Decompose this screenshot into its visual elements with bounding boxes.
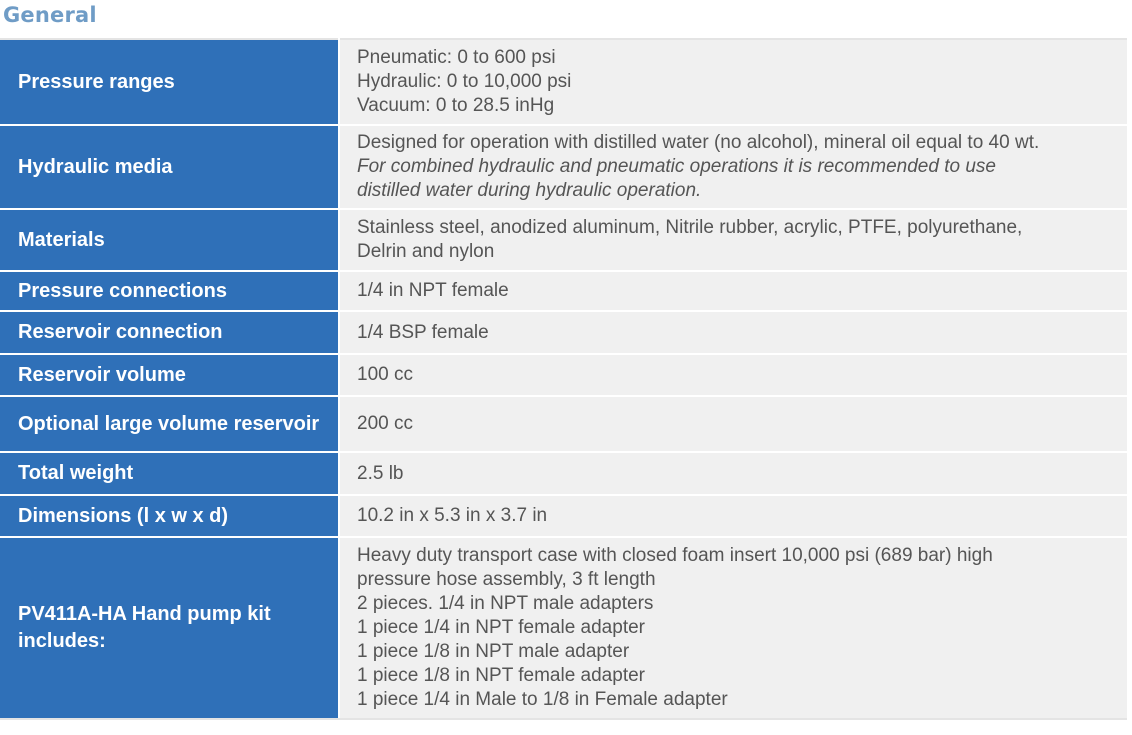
spec-value-note: For combined hydraulic and pneumatic operations it is recommended to use bbox=[357, 156, 996, 177]
spec-value-line: Hydraulic: 0 to 10,000 psi bbox=[357, 71, 572, 92]
spec-value bbox=[339, 39, 1127, 125]
spec-row-reservoir-volume bbox=[0, 354, 1127, 396]
spec-value-line: 100 cc bbox=[357, 364, 413, 385]
spec-value bbox=[339, 125, 1127, 209]
spec-label: Dimensions (l x w x d) bbox=[0, 495, 339, 537]
spec-value-line: 10.2 in x 5.3 in x 3.7 in bbox=[357, 505, 548, 526]
spec-row-pressure-ranges bbox=[0, 39, 1127, 125]
spec-value-line: 1 piece 1/8 in NPT female adapter bbox=[357, 665, 645, 686]
spec-value-line: Delrin and nylon bbox=[357, 241, 495, 262]
spec-value-line: 1/4 BSP female bbox=[357, 321, 489, 343]
spec-label: Total weight bbox=[0, 452, 339, 495]
spec-label: Pressure ranges bbox=[0, 39, 339, 125]
spec-label: PV411A-HA Hand pump kit includes: bbox=[0, 537, 339, 719]
spec-value-line: 2 pieces. 1/4 in NPT male adapters bbox=[357, 593, 654, 614]
spec-row-kit-includes bbox=[0, 537, 1127, 719]
spec-value bbox=[339, 495, 1127, 537]
spec-table bbox=[0, 38, 1127, 720]
spec-value-line: Designed for operation with distilled water (no alcohol), mineral oil equal to 40 wt. bbox=[357, 132, 1040, 153]
spec-value-line: Stainless steel, anodized aluminum, Nitrile rubber, acrylic, PTFE, polyurethane, bbox=[357, 217, 1023, 238]
spec-value bbox=[339, 209, 1127, 271]
spec-value-line: Vacuum: 0 to 28.5 inHg bbox=[357, 95, 555, 116]
spec-value-line: 2.5 lb bbox=[357, 462, 404, 484]
spec-value-line: 1 piece 1/4 in NPT female adapter bbox=[357, 617, 645, 638]
spec-label: Pressure connections bbox=[0, 271, 339, 311]
spec-value bbox=[339, 452, 1127, 495]
spec-row-materials bbox=[0, 209, 1127, 271]
spec-row-dimensions bbox=[0, 495, 1127, 537]
section-title: General bbox=[3, 3, 97, 27]
spec-value-line: pressure hose assembly, 3 ft length bbox=[357, 569, 656, 590]
spec-value-line: Heavy duty transport case with closed foam insert 10,000 psi (689 bar) high bbox=[357, 545, 993, 566]
spec-value-line: Pneumatic: 0 to 600 psi bbox=[357, 47, 556, 68]
spec-label: Optional large volume reservoir bbox=[0, 396, 339, 452]
spec-value-line: 1/4 in NPT female bbox=[357, 280, 509, 301]
spec-label: Materials bbox=[0, 209, 339, 271]
spec-value-line: 1 piece 1/8 in NPT male adapter bbox=[357, 641, 630, 662]
spec-value bbox=[339, 396, 1127, 452]
spec-value bbox=[339, 537, 1127, 719]
spec-label: Hydraulic media bbox=[0, 125, 339, 209]
spec-row-hydraulic-media bbox=[0, 125, 1127, 209]
spec-value bbox=[339, 271, 1127, 311]
spec-value bbox=[339, 354, 1127, 396]
spec-value-line: 200 cc bbox=[357, 413, 413, 434]
spec-value-line: 1 piece 1/4 in Male to 1/8 in Female adapter bbox=[357, 689, 728, 710]
spec-value bbox=[339, 311, 1127, 354]
spec-row-reservoir-connection bbox=[0, 311, 1127, 354]
spec-value-note: distilled water during hydraulic operation. bbox=[357, 180, 702, 201]
spec-row-optional-large-volume-reservoir bbox=[0, 396, 1127, 452]
spec-row-total-weight bbox=[0, 452, 1127, 495]
spec-label: Reservoir volume bbox=[0, 354, 339, 396]
spec-label: Reservoir connection bbox=[0, 311, 339, 354]
spec-row-pressure-connections bbox=[0, 271, 1127, 311]
